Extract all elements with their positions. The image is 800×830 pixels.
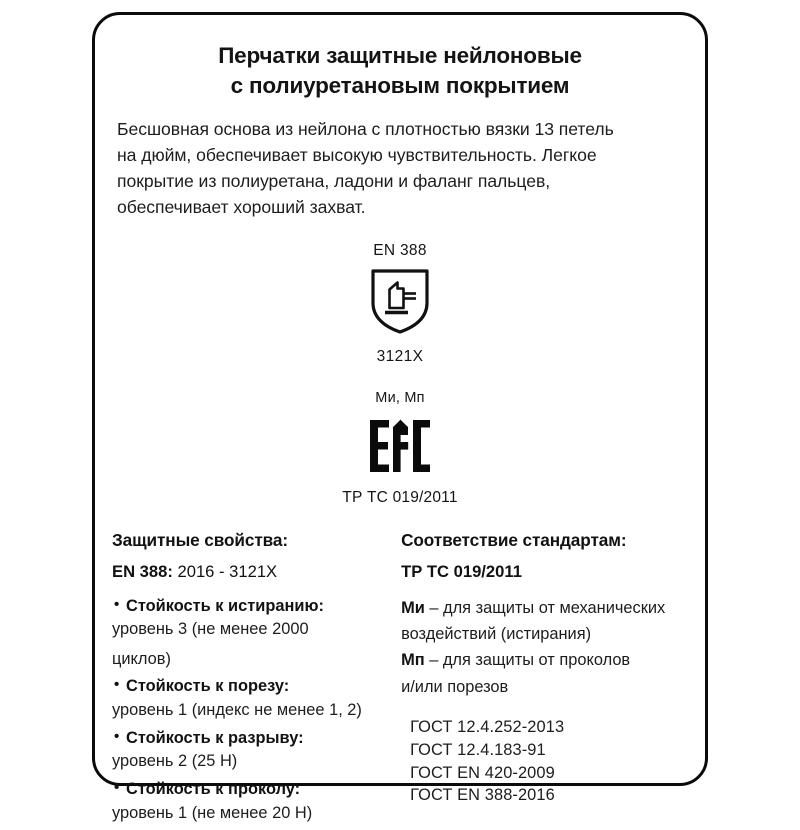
protective-properties-column: [112, 529, 401, 830]
property-tear-value: уровень 2 (25 Н): [112, 752, 238, 771]
definition-mi-line-2: воздействий (истирания): [401, 625, 592, 644]
en388-standard-label: EN 388:: [112, 562, 173, 582]
en388-standard-line: [112, 564, 397, 581]
gost-standard-item: ГОСТ EN 388-2016: [410, 786, 555, 805]
property-cut-value: уровень 1 (индекс не менее 1, 2): [112, 701, 362, 720]
property-abrasion-name: • Стойкость к истиранию:: [112, 596, 397, 618]
property-tear-name: • Стойкость к разрыву:: [112, 728, 397, 750]
product-description-line-3: покрытие из полиуретана, ладони и фаланг пальцев,: [117, 171, 551, 192]
page-title-line-2: с полиуретановым покрытием: [230, 72, 570, 98]
gost-standard-item: ГОСТ 12.4.183-91: [410, 740, 546, 759]
definition-mp-line-2: и/или порезов: [401, 677, 509, 696]
en388-performance-code: 3121X: [376, 348, 424, 366]
property-puncture-name: • Стойкость к проколу:: [112, 779, 397, 801]
definition-mp-term: Мп: [401, 651, 425, 670]
definition-mi-term: Ми: [401, 598, 425, 617]
en388-standard-value: 2016 - 3121X: [172, 562, 278, 582]
property-abrasion-value-line-1: уровень 3 (не менее 2000: [112, 620, 309, 639]
property-abrasion-value-line-2: циклов): [112, 649, 171, 668]
standards-compliance-heading: Соответствие стандартам:: [401, 529, 627, 550]
page-title-line-1: Перчатки защитные нейлоновые: [218, 43, 582, 68]
details-columns: [95, 529, 705, 830]
gost-standard-item: ГОСТ 12.4.252-2013: [410, 718, 565, 737]
property-puncture: [112, 779, 397, 826]
property-puncture-value: уровень 1 (не менее 20 Н): [112, 803, 313, 822]
eac-conformity-mark-icon: [368, 418, 432, 479]
shield-mechanical-hazard-icon: [369, 267, 431, 340]
definition-mp: [401, 648, 691, 700]
technical-regulation-standard: ТР ТС 019/2011: [401, 562, 522, 582]
en388-label: EN 388: [373, 241, 427, 259]
property-abrasion: [112, 596, 397, 673]
eac-technical-regulation: ТР ТС 019/2011: [342, 489, 458, 507]
product-description-line-2: на дюйм, обеспечивает высокую чувствительность. Легкое: [117, 145, 597, 166]
property-tear: [112, 728, 397, 775]
product-description: [95, 100, 705, 220]
gost-standard-item: ГОСТ EN 420-2009: [410, 763, 555, 782]
standards-compliance-column: [401, 529, 691, 807]
property-cut: [112, 676, 397, 723]
product-info-card: [92, 12, 708, 822]
page-title: [95, 15, 705, 100]
gost-standards-list: [401, 716, 691, 807]
definition-mi-line-1: [401, 596, 691, 621]
product-description-line-1: Бесшовная основа из нейлона с плотностью вязки 13 петель: [117, 119, 614, 140]
eac-mark-block: [342, 391, 457, 506]
protective-properties-heading: Защитные свойства:: [112, 529, 288, 550]
definition-mp-text-1: – для защиты от проколов: [424, 651, 631, 670]
property-cut-name: • Стойкость к порезу:: [112, 676, 397, 698]
definition-mi-text-1: – для защиты от механических: [424, 598, 666, 617]
definition-mi: [401, 596, 691, 648]
eac-protection-classes: Ми, Мп: [375, 389, 425, 406]
product-description-line-4: обеспечивает хороший захват.: [117, 196, 366, 217]
certification-marks: [95, 243, 705, 506]
definition-mp-line-1: [401, 648, 691, 673]
